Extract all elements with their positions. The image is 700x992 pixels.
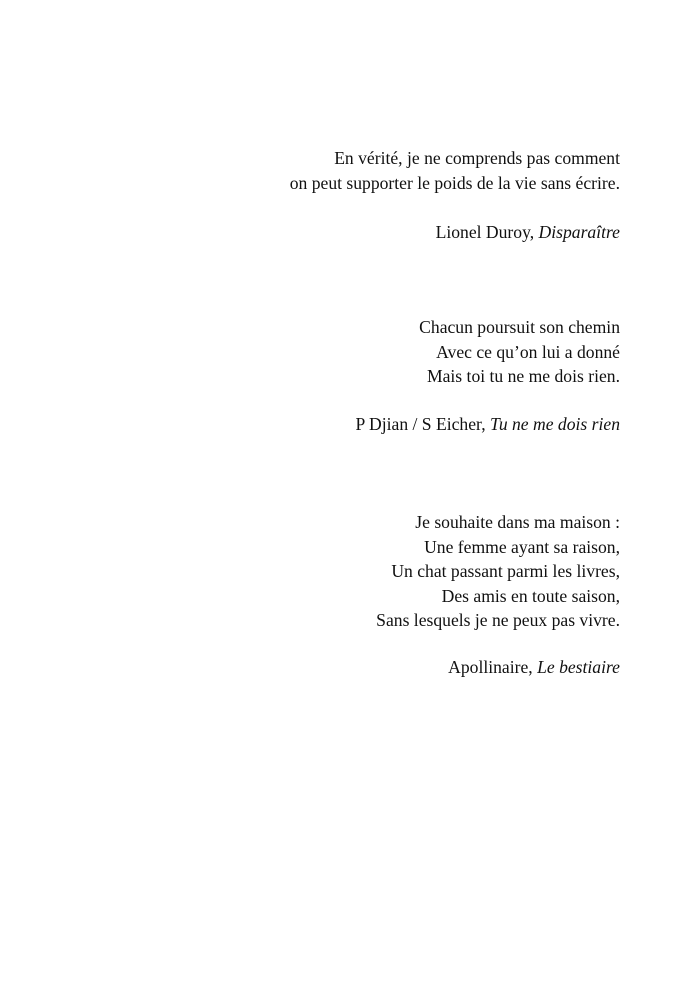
epigraph-1-attribution (436, 220, 620, 245)
quote-line: Mais toi tu ne me dois rien. (426, 366, 620, 387)
quote-line: Un chat passant parmi les livres, (391, 561, 620, 582)
quote-line: Sans lesquels je ne peux pas vivre. (376, 610, 620, 631)
quote-line: Une femme ayant sa raison, (424, 536, 620, 557)
quote-line: Des amis en toute saison, (441, 585, 620, 606)
epigraph-2-attribution (356, 412, 621, 437)
attribution-author: P Djian / S Eicher, (355, 414, 490, 434)
attribution-work: Disparaître (538, 222, 620, 242)
attribution-work: Tu ne me dois rien (490, 414, 620, 434)
quote-line: Chacun poursuit son chemin (419, 317, 620, 337)
epigraph-1-quote (290, 146, 620, 195)
epigraph-3-attribution (448, 655, 620, 680)
quote-line: En vérité, je ne comprends pas comment (334, 148, 620, 168)
attribution-author: Lionel Duroy, (435, 222, 539, 242)
quote-line: on peut supporter le poids de la vie sans écrire. (289, 172, 620, 193)
attribution-work: Le bestiaire (537, 657, 620, 677)
quote-line: Je souhaite dans ma maison : (415, 512, 620, 532)
epigraph-2-quote (419, 315, 620, 389)
quote-line: Avec ce qu’on lui a donné (436, 341, 620, 362)
attribution-author: Apollinaire, (448, 657, 538, 677)
epigraph-3-quote (376, 510, 620, 633)
